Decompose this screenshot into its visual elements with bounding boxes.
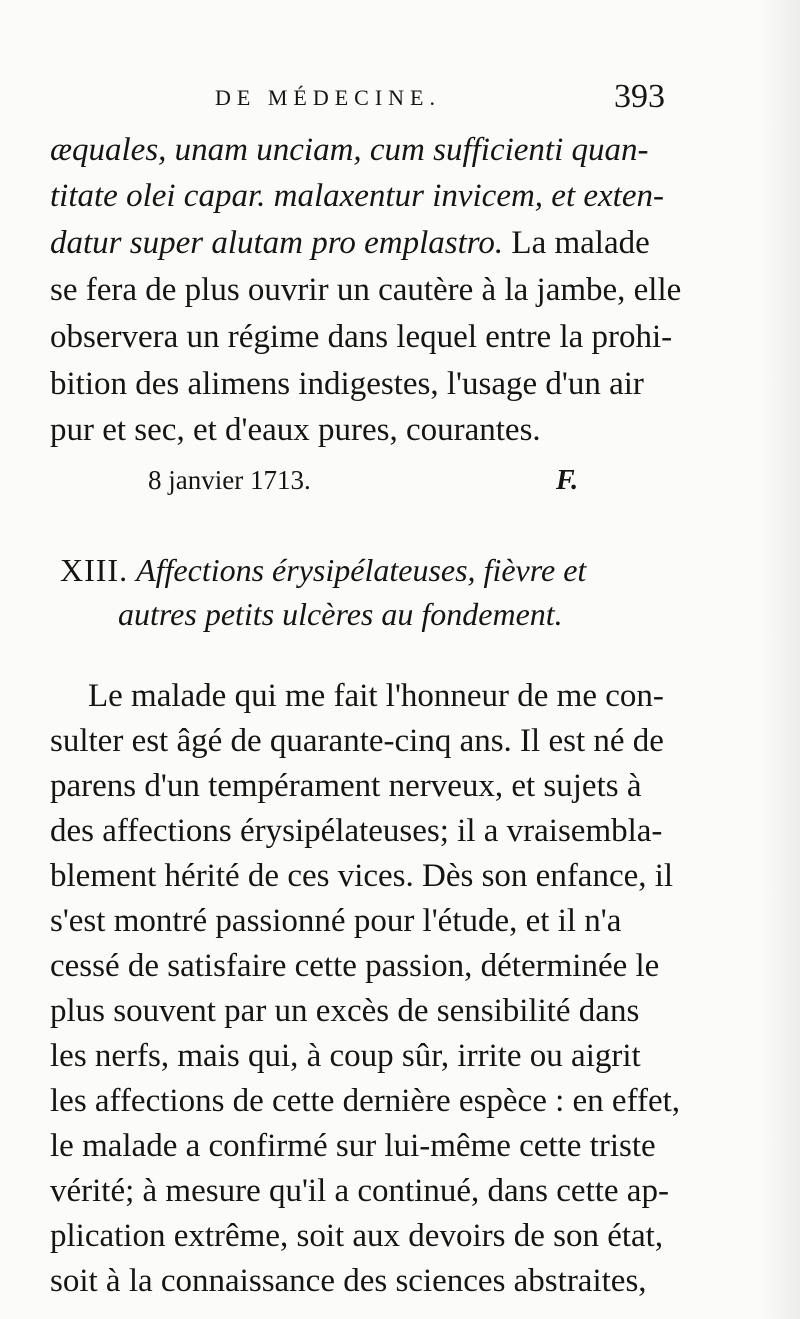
dateline-signature: F.: [556, 465, 579, 496]
text-line: les affections de cette dernière espèce : en effet,: [50, 1083, 681, 1119]
text-line: titate olei capar. malaxentur invicem, et exten-: [50, 178, 664, 214]
text-line: blement hérité de ces vices. Dès son enfance, il: [50, 858, 674, 894]
section-title-line2: autres petits ulcères au fondement.: [118, 596, 563, 632]
text-line: le malade a confirmé sur lui-même cette triste: [50, 1128, 656, 1164]
text-line: les nerfs, mais qui, à coup sûr, irrite ou aigrit: [50, 1038, 641, 1074]
text-line: æquales, unam unciam, cum sufficienti quan-: [50, 132, 649, 168]
text-line: observera un régime dans lequel entre la prohi-: [50, 319, 673, 355]
text-line: [50, 223, 650, 263]
section-number: XIII.: [60, 552, 129, 588]
page-number: 393: [614, 78, 665, 115]
text-line: parens d'un tempérament nerveux, et sujets à: [50, 768, 642, 804]
latin-phrase: datur super alutam pro emplastro.: [50, 225, 504, 261]
text-line: s'est montré passionné pour l'étude, et il n'a: [50, 903, 622, 939]
section-title-line1: Affections érysipélateuses, fièvre et: [136, 552, 587, 588]
text-line: plus souvent par un excès de sensibilité dans: [50, 993, 640, 1029]
section-heading: [60, 552, 586, 589]
page-edge-shadow: [760, 0, 800, 1319]
text-line: plication extrême, soit aux devoirs de son état,: [50, 1218, 664, 1254]
text-line: pur et sec, et d'eaux pures, courantes.: [50, 412, 541, 448]
dateline-date: 8 janvier 1713.: [148, 465, 311, 495]
text-line: vérité; à mesure qu'il a continué, dans cette ap-: [50, 1173, 669, 1209]
text-line: bition des alimens indigestes, l'usage d'un air: [50, 366, 644, 402]
text-line: soit à la connaissance des sciences abstraites,: [50, 1263, 647, 1299]
running-title: DE MÉDECINE.: [215, 85, 441, 110]
text-line: des affections érysipélateuses; il a vraisembla-: [50, 813, 663, 849]
text-line: se fera de plus ouvrir un cautère à la jambe, elle: [50, 272, 682, 308]
text-line: cessé de satisfaire cette passion, déterminée le: [50, 948, 660, 984]
french-phrase: La malade: [511, 225, 650, 261]
text-line: Le malade qui me fait l'honneur de me con-: [88, 678, 664, 714]
text-line: sulter est âgé de quarante-cinq ans. Il est né de: [50, 723, 664, 759]
